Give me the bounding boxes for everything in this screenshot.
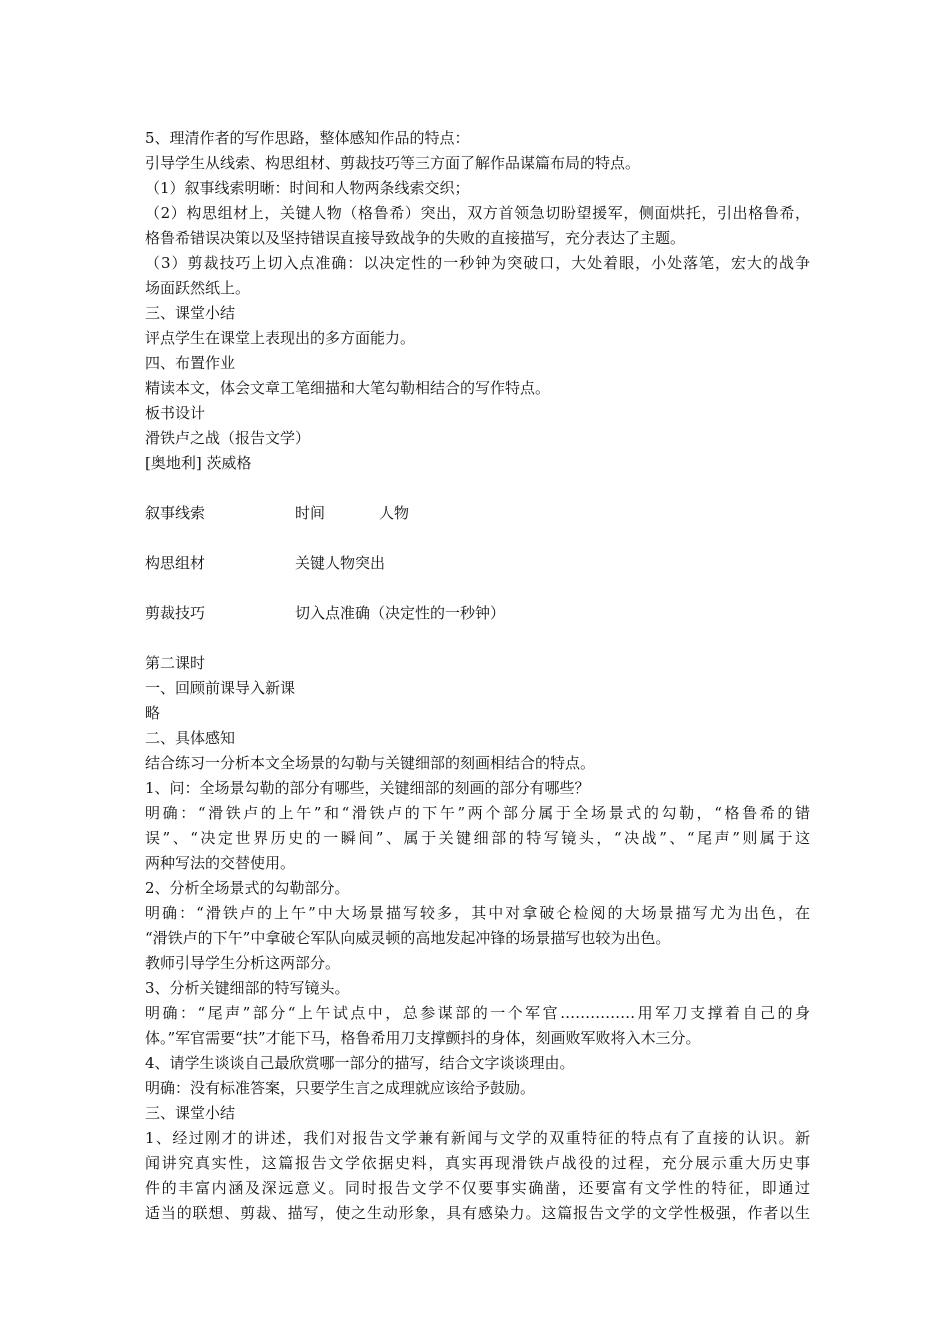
section-summary-heading: 三、课堂小结	[145, 304, 236, 322]
board-row-label: 叙事线索	[145, 504, 206, 522]
summary-2-heading: 三、课堂小结	[145, 1104, 236, 1122]
board-row-editing	[145, 601, 810, 626]
point-2-line-1: （2）构思组材上，关键人物（格鲁希）突出，双方首领急切盼望援军，侧面烘托，引出格鲁希，	[145, 204, 810, 222]
answer-2-line-2: “滑铁卢的下午”中拿破仑军队向威灵顿的高地发起冲锋的场景描写也较为出色。	[145, 929, 671, 947]
paragraph-guide: 引导学生从线索、构思组材、剪裁技巧等三方面了解作品谋篇布局的特点。	[145, 154, 641, 172]
board-author: [奥地利] 茨威格	[145, 454, 252, 472]
summary-2-line-2: 闻讲究真实性，这篇报告文学依据史料，真实再现滑铁卢战役的过程，充分展示重大历史事	[145, 1154, 810, 1172]
point-3-line-2: 场面跃然纸上。	[145, 279, 251, 297]
answer-1-line-3: 两种写法的交替使用。	[145, 854, 296, 872]
board-title: 滑铁卢之战（报告文学）	[145, 429, 311, 447]
lesson-2-heading: 第二课时	[145, 654, 206, 672]
homework-text: 精读本文，体会文章工笔细描和大笔勾勒相结合的写作特点。	[145, 379, 551, 397]
section-homework-heading: 四、布置作业	[145, 354, 236, 372]
answer-2-line-1: 明确：“滑铁卢的上午”中大场景描写较多，其中对拿破仑检阅的大场景描写尤为出色，在	[145, 904, 810, 922]
spacer	[145, 476, 810, 501]
perception-text: 结合练习一分析本文全场景的勾勒与关键细部的刻画相结合的特点。	[145, 754, 596, 772]
point-1-clue: （1）叙事线索明晰：时间和人物两条线索交织；	[145, 179, 470, 197]
board-row-value: 切入点准确（决定性的一秒钟）	[295, 604, 506, 622]
summary-2-line-1: 1、经过刚才的讲述，我们对报告文学兼有新闻与文学的双重特征的特点有了直接的认识。新	[145, 1129, 810, 1147]
board-row-clue	[145, 501, 810, 526]
summary-2-line-4: 适当的联想、剪裁、描写，使之生动形象，具有感染力。这篇报告文学的文学性极强，作者以生	[145, 1204, 810, 1222]
answer-3-line-2: 体。”军官需要“扶”才能下马，格鲁希用刀支撑颤抖的身体，刻画败军败将入木三分。	[145, 1029, 701, 1047]
summary-2-line-3: 件的丰富内涵及深远意义。同时报告文学不仅要事实确凿，还要富有文学性的特征，即通过	[145, 1179, 810, 1197]
review-heading: 一、回顾前课导入新课	[145, 679, 296, 697]
answer-4: 明确：没有标准答案，只要学生言之成理就应该给予鼓励。	[145, 1079, 536, 1097]
review-text: 略	[145, 704, 161, 722]
board-row-composition	[145, 551, 810, 576]
spacer	[145, 626, 810, 651]
perception-heading: 二、具体感知	[145, 729, 236, 747]
point-3-line-1: （3）剪裁技巧上切入点准确：以决定性的一秒钟为突破口，大处着眼，小处落笔，宏大的战争	[145, 254, 810, 272]
board-row-label: 剪裁技巧	[145, 604, 206, 622]
summary-text: 评点学生在课堂上表现出的多方面能力。	[145, 329, 416, 347]
answer-1-line-1: 明确：“滑铁卢的上午”和“滑铁卢的下午”两个部分属于全场景式的勾勒，“格鲁希的错	[145, 804, 810, 822]
board-row-value-2: 人物	[379, 504, 410, 522]
question-2: 2、分析全场景式的勾勒部分。	[145, 879, 350, 897]
answer-3-line-1: 明确：“尾声”部分“上午试点中，总参谋部的一个军官……………用军刀支撑着自己的身	[145, 1004, 810, 1022]
board-design-heading: 板书设计	[145, 404, 206, 422]
board-row-value: 关键人物突出	[295, 554, 386, 572]
document-page	[145, 126, 810, 1226]
question-3: 3、分析关键细部的特写镜头。	[145, 979, 350, 997]
spacer	[145, 576, 810, 601]
answer-1-line-2: 误”、“决定世界历史的一瞬间”、属于关键细部的特写镜头，“决战”、“尾声”则属于这	[145, 829, 810, 847]
heading-step-5: 5、理清作者的写作思路，整体感知作品的特点：	[145, 129, 470, 147]
teacher-guide: 教师引导学生分析这两部分。	[145, 954, 341, 972]
question-4: 4、请学生谈谈自己最欣赏哪一部分的描写，结合文字谈谈理由。	[145, 1054, 575, 1072]
spacer	[145, 526, 810, 551]
board-row-label: 构思组材	[145, 554, 206, 572]
question-1: 1、问：全场景勾勒的部分有哪些，关键细部的刻画的部分有哪些？	[145, 779, 590, 797]
point-2-line-2: 格鲁希错误决策以及坚持错误直接导致战争的失败的直接描写，充分表达了主题。	[145, 229, 686, 247]
board-row-value: 时间	[295, 504, 326, 522]
